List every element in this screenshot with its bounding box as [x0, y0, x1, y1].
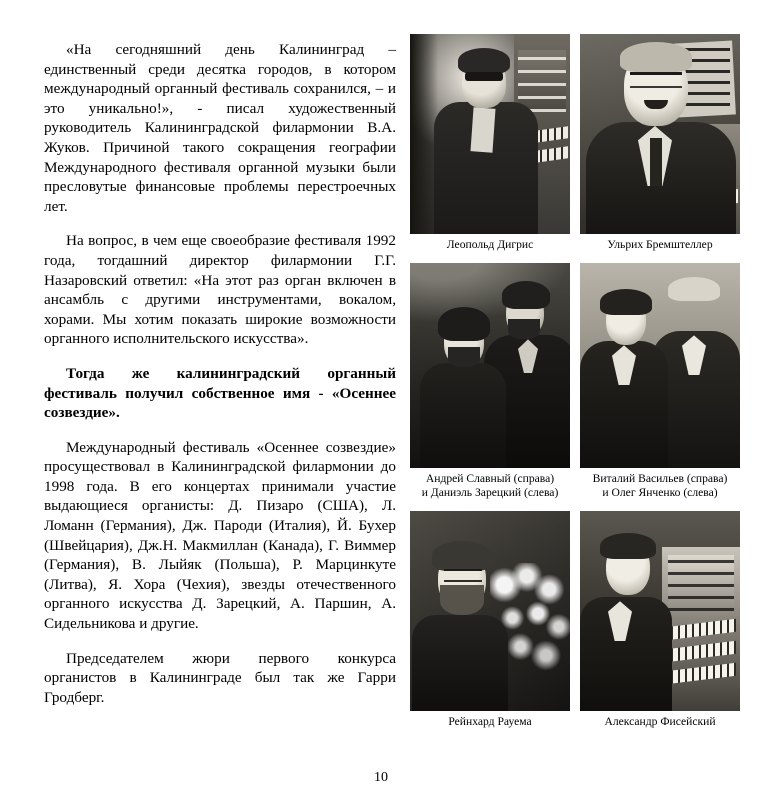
person-glasses-shape	[465, 72, 503, 81]
caption-line: и Олег Янченко (слева)	[602, 485, 718, 499]
photo-cell-reinhard-rauema	[410, 511, 570, 734]
photo-cell-vasilyev-yanchenko	[580, 263, 740, 505]
person-hair-shape	[600, 533, 656, 559]
photo-alexander-fiseysky	[580, 511, 740, 711]
caption-reinhard-rauema	[410, 715, 570, 728]
photo-row-3	[410, 511, 740, 734]
paragraph-5: Председателем жюри первого конкурса органистов в Калининграде был так же Гарри Гродберг.	[44, 649, 396, 706]
person-glasses-shape	[444, 569, 482, 582]
caption-line: и Даниэль Зарецкий (слева)	[421, 485, 559, 499]
photo-cell-slavny-zaretsky	[410, 263, 570, 505]
person-b-hair-shape	[668, 277, 720, 301]
photo-reinhard-rauema	[410, 511, 570, 711]
person-hair-shape	[620, 42, 692, 72]
person-a-beard-shape	[448, 347, 480, 367]
person-hair-shape	[458, 48, 510, 74]
organ-stops-shape	[518, 50, 566, 112]
photo-artwork-two-men-dark	[410, 263, 570, 468]
caption-line: Виталий Васильев (справа)	[592, 472, 728, 486]
text-column	[44, 34, 396, 707]
paragraph-3-bold: Тогда же калининградский органный фестиваль получил собственное имя - «Осеннее созвездие».	[44, 364, 396, 422]
photo-artwork-two-men-light	[580, 263, 740, 468]
photo-leopold-digris	[410, 34, 570, 234]
paragraph-1: «На сегодняшний день Калининград – единственный среди десятка городов, в котором международный органный фестиваль сохранился, – и это уникально!», - писал художественный руководитель Калининградской филармонии В.А. Жуков. Причиной такого сокращения географии Международного фестиваля органной музыки были пресловутые финансовые проблемы перестроечных лет.	[44, 41, 396, 215]
person-beard-shape	[440, 585, 484, 615]
caption-alexander-fiseysky	[580, 715, 740, 728]
person-tie-shape	[650, 138, 662, 186]
person-hair-shape	[432, 541, 492, 571]
person-a-hair-shape	[438, 307, 490, 341]
caption-slavny-zaretsky	[410, 472, 570, 499]
photo-row-1	[410, 34, 740, 257]
photo-column	[410, 34, 740, 741]
caption-line: Андрей Славный (справа)	[425, 472, 555, 486]
photo-artwork-bearded-organist	[410, 511, 570, 711]
photo-vasilyev-yanchenko	[580, 263, 740, 468]
caption-line: Рейнхард Рауема	[448, 715, 532, 729]
page-columns	[44, 34, 726, 741]
caption-line: Александр Фисейский	[604, 715, 716, 729]
paragraph-2: На вопрос, в чем еще своеобразие фестиваля 1992 года, тогдашний директор филармонии Г.Г. Назаровский ответил: «На этот раз орган включен в ансамбль с другими инструментами, вокалом, хорами. Мы хотим показать широкие возможности органного исполнительского искусства».	[44, 232, 396, 348]
caption-ulrich-bremshteller	[580, 238, 740, 251]
paragraph-4: Международный фестиваль «Осеннее созвездие» просуществовал в Калининградской филармонии до 1998 года. В его концертах принимали участие выдающиеся органисты: Д. Пизаро (США), Л. Ломанн (Германия), Дж. Пароди (Италия), Й. Бухер (Швейцария), Дж.Н. Макмиллан (Канада), Г. Виммер (Германия), В. Лыйяк (Польша), Р. Марцинкуте (Литва), Я. Хора (Чехия), звезды отечественного органного искусства Д. Зарецкий, А. Паршин, А. Сидельникова и другие.	[44, 438, 396, 633]
caption-vasilyev-yanchenko	[580, 472, 740, 499]
photo-artwork-smiling-man	[580, 34, 740, 234]
photo-ulrich-bremshteller	[580, 34, 740, 234]
photo-row-2	[410, 263, 740, 505]
photo-artwork-organist-console	[410, 34, 570, 234]
person-b-hair-shape	[502, 281, 550, 309]
caption-line: Леопольд Дигрис	[446, 238, 534, 251]
photo-slavny-zaretsky	[410, 263, 570, 468]
person-a-hair-shape	[600, 289, 652, 315]
photo-cell-leopold-digris	[410, 34, 570, 257]
person-body-shape	[412, 615, 508, 711]
person-glasses-shape	[630, 72, 682, 88]
person-shirt-shape	[470, 107, 495, 152]
photo-cell-ulrich-bremshteller	[580, 34, 740, 257]
photo-cell-alexander-fiseysky	[580, 511, 740, 734]
person-b-beard-shape	[508, 319, 540, 339]
caption-line: Ульрих Бремштеллер	[607, 238, 713, 251]
person-a-body-shape	[420, 363, 506, 468]
organ-stops-shape	[668, 555, 734, 611]
caption-leopold-digris	[410, 238, 570, 251]
photo-artwork-man-at-console	[580, 511, 740, 711]
page-number: 10	[374, 770, 388, 785]
